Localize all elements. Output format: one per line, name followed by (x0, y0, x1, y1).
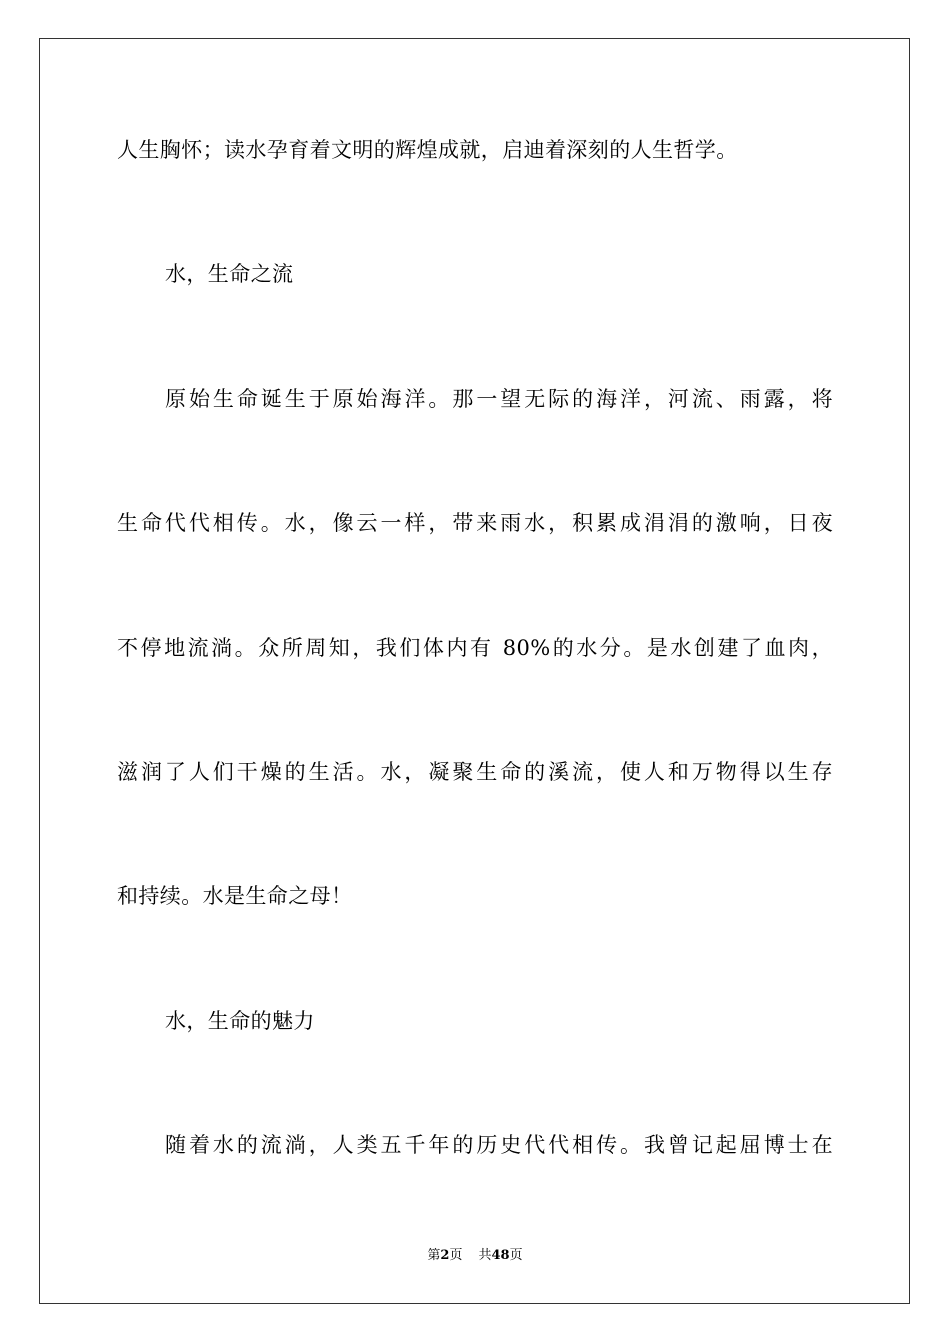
paragraph-line: 原始生命诞生于原始海洋。那一望无际的海洋，河流、雨露，将 (165, 387, 833, 411)
page-border (39, 38, 910, 1304)
total-label-suffix: 页 (509, 1248, 523, 1263)
page-label-suffix: 页 (449, 1248, 463, 1263)
page-label-prefix: 第 (427, 1248, 441, 1263)
paragraph-line: 人生胸怀；读水孕育着文明的辉煌成就，启迪着深刻的人生哲学。 (117, 138, 738, 162)
paragraph-line: 滋润了人们干燥的生活。水，凝聚生命的溪流，使人和万物得以生存 (117, 760, 833, 784)
page-footer (0, 1247, 950, 1265)
page-number: 2 (440, 1248, 450, 1263)
paragraph-line: 随着水的流淌，人类五千年的历史代代相传。我曾记起屈博士在 (165, 1133, 833, 1157)
paragraph-line: 不停地流淌。众所周知，我们体内有 80%的水分。是水创建了血肉， (117, 636, 833, 660)
section-heading: 水，生命之流 (165, 262, 294, 286)
section-heading: 水，生命的魅力 (165, 1009, 315, 1033)
paragraph-line: 和持续。水是生命之母！ (117, 884, 353, 908)
paragraph-line: 生命代代相传。水，像云一样，带来雨水，积累成涓涓的激响，日夜 (117, 511, 833, 535)
total-label-prefix: 共 (478, 1248, 492, 1263)
total-pages: 48 (491, 1248, 510, 1263)
